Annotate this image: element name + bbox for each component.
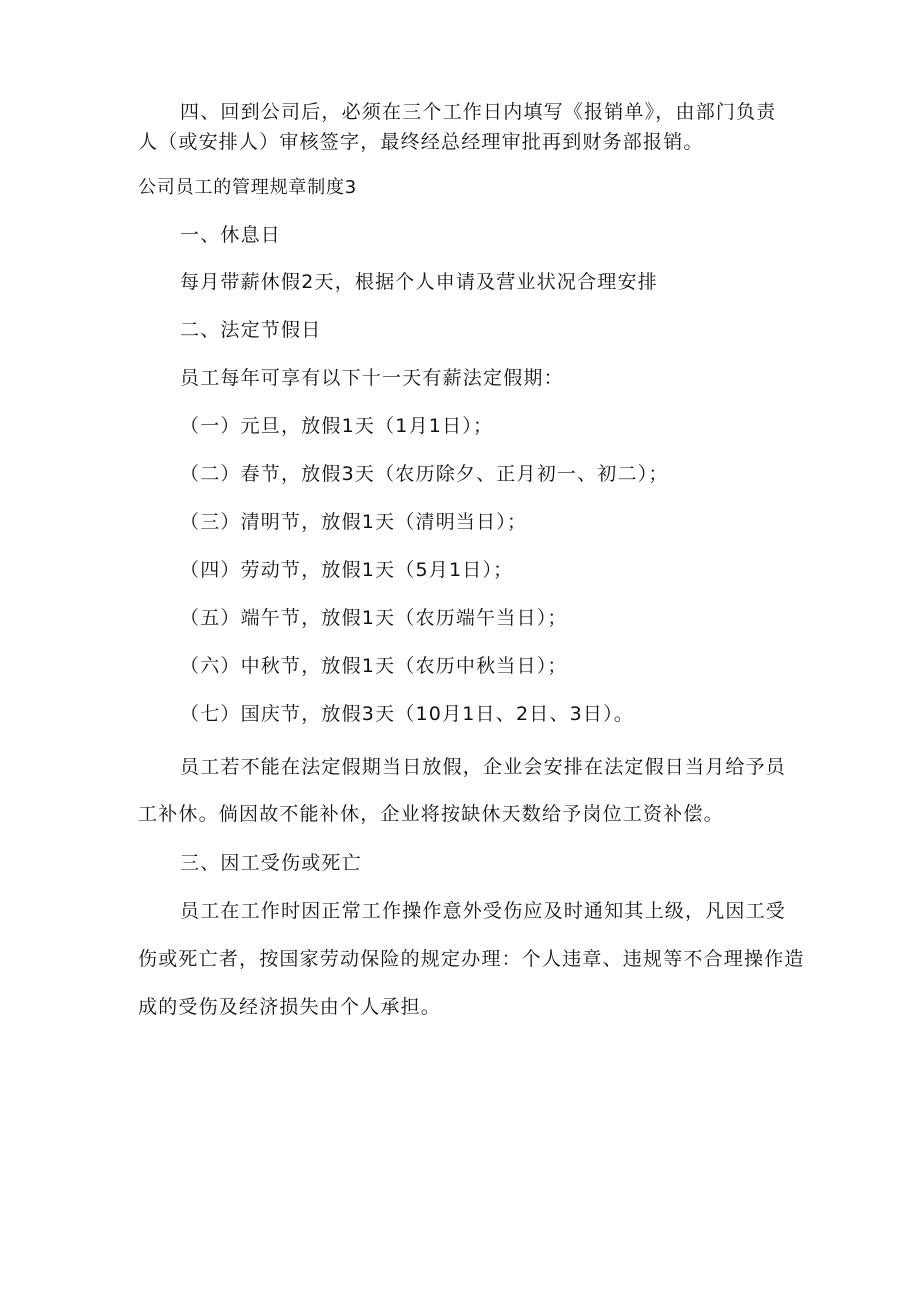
paragraph-reimbursement-line-1: 四、回到公司后，必须在三个工作日内填写《报销单》，由部门负责: [180, 101, 777, 123]
paragraph-compensation-line-1: 员工若不能在法定假期当日放假，企业会安排在法定假日当月给予员: [180, 756, 787, 778]
holiday-item-qingming: （三）清明节，放假1天（清明当日）；: [180, 511, 528, 533]
holiday-item-dragon-boat: （五）端午节，放假1天（农历端午当日）；: [180, 607, 568, 629]
heading-rest-days: 一、休息日: [180, 224, 282, 246]
paragraph-injury-line-1: 员工在工作时因正常工作操作意外受伤应及时通知其上级，凡因工受: [180, 900, 787, 922]
holiday-item-new-year: （一）元旦，放假1天（1月1日）；: [180, 415, 494, 437]
holiday-item-spring-festival: （二）春节，放假3天（农历除夕、正月初一、初二）；: [180, 463, 669, 485]
holiday-item-national-day: （七）国庆节，放假3天（10月1日、2日、3日）。: [180, 703, 635, 725]
paragraph-holiday-intro: 员工每年可享有以下十一天有薪法定假期：: [180, 367, 564, 389]
holiday-item-labor-day: （四）劳动节，放假1天（5月1日）；: [180, 559, 514, 581]
paragraph-compensation-line-2: 工补休。倘因故不能补休，企业将按缺休天数给予岗位工资补偿。: [138, 803, 724, 825]
paragraph-injury-line-3: 成的受伤及经济损失由个人承担。: [138, 996, 442, 1018]
holiday-item-mid-autumn: （六）中秋节，放假1天（农历中秋当日）；: [180, 655, 568, 677]
paragraph-paid-leave: 每月带薪休假2天，根据个人申请及营业状况合理安排: [180, 271, 658, 293]
heading-work-injury: 三、因工受伤或死亡: [180, 852, 362, 874]
paragraph-injury-line-2: 伤或死亡者，按国家劳动保险的规定办理：个人违章、违规等不合理操作造: [138, 948, 805, 970]
paragraph-reimbursement-line-2: 人（或安排人）审核签字，最终经总经理审批再到财务部报销。: [138, 131, 704, 153]
heading-statutory-holidays: 二、法定节假日: [180, 319, 322, 341]
section-title: 公司员工的管理规章制度3: [138, 177, 358, 198]
